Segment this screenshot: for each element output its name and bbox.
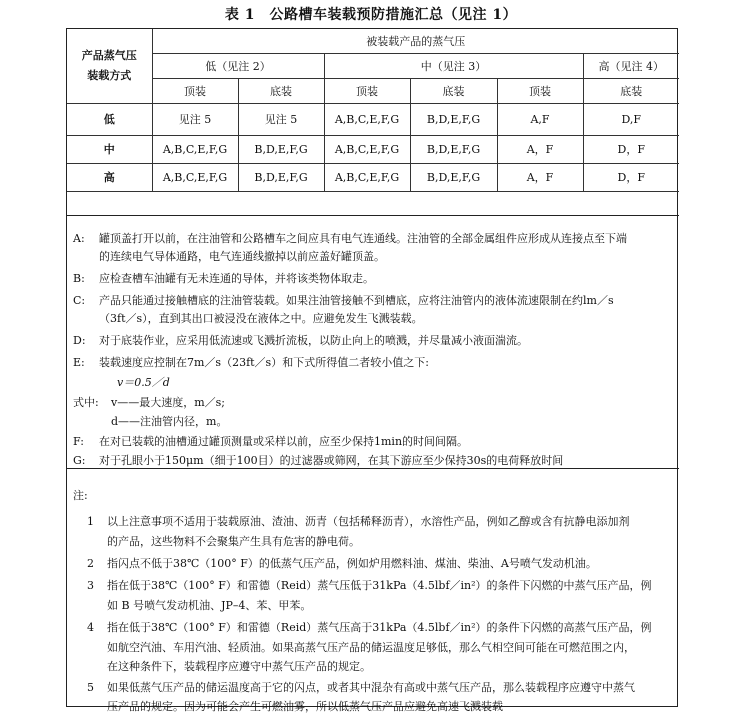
where-label: 式中: <box>73 396 99 409</box>
note-text: 以上注意事项不适用于装载原油、渣油、沥青（包括稀释沥青），水溶性产品，例如乙醇或含有抗静电添加剂 <box>107 515 630 528</box>
table-title: 表 1 公路槽车装载预防措施汇总（见注 1） <box>224 7 518 23</box>
table-cell: D，F <box>583 163 679 191</box>
row-header-line2: 装载方式 <box>87 68 132 82</box>
note-text-cont: 的产品，这些物料不会聚集产生具有危害的静电荷。 <box>107 535 360 548</box>
document-frame <box>66 28 678 713</box>
table-cell: D,F <box>583 103 679 135</box>
note-text: 指在低于38℃（100° F）和雷德（Reid）蒸气压低于31kPa（4.5lbf／in²）的条件下闪燃的中蒸气压产品，例 <box>107 579 652 592</box>
formula: v＝0.5／d <box>117 376 170 389</box>
table-row <box>67 163 679 191</box>
legend-key: A: <box>73 232 85 245</box>
v-definition: v——最大速度，m／s; <box>111 396 225 409</box>
legend-section <box>67 215 679 468</box>
legend-text: 对于孔眼小于150μm（细于100目）的过滤器或筛网，在其下游应至少保持30s的电荷释放时间 <box>99 454 564 467</box>
row-header-cell <box>67 29 152 103</box>
table-cell: B,D,E,F,G <box>410 163 497 191</box>
note-number: 5 <box>87 681 94 694</box>
legend-key: C: <box>73 294 86 307</box>
table-cell: A,B,C,E,F,G <box>324 135 410 163</box>
table-cell: B,D,E,F,G <box>238 163 324 191</box>
note-number: 4 <box>87 621 94 634</box>
row-label: 中 <box>67 135 152 163</box>
precautions-table <box>67 29 679 192</box>
group-header-low: 低（见注 2） <box>152 53 324 78</box>
top-header: 被装载产品的蒸气压 <box>152 29 679 53</box>
legend-text: 产品只能通过接触槽底的注油管装载。如果注油管接触不到槽底，应将注油管内的液体流速限制在约lm／s <box>99 294 614 307</box>
row-header-line1: 产品蒸气压 <box>81 48 137 62</box>
note-text-cont: 如 B 号喷气发动机油、JP–4、苯、甲苯。 <box>107 599 312 612</box>
table-cell: 见注 5 <box>238 103 324 135</box>
legend-text: 在对已装载的油槽通过罐顶测量或采样以前，应至少保持1min的时间间隔。 <box>99 435 469 448</box>
legend-key: E: <box>73 356 85 369</box>
note-number: 3 <box>87 579 94 592</box>
legend-key: G: <box>73 454 86 467</box>
legend-text: 罐顶盖打开以前，在注油管和公路槽车之间应具有电气连通线。注油管的全部金属组件应形成从连接点至下端 <box>99 232 627 245</box>
table-cell: A,B,C,E,F,G <box>324 163 410 191</box>
row-label: 低 <box>67 103 152 135</box>
table-cell: A,B,C,E,F,G <box>152 135 238 163</box>
legend-text-cont: （3ft／s），直到其出口被浸没在液体之中。应避免发生飞溅装载。 <box>99 312 423 325</box>
legend-key: D: <box>73 334 86 347</box>
subhead-cell: 底装 <box>410 78 497 103</box>
note-text: 指在低于38℃（100° F）和雷德（Reid）蒸气压高于31kPa（4.5lbf／in²）的条件下闪燃的高蒸气压产品，例 <box>107 621 652 634</box>
table-row <box>67 103 679 135</box>
legend-text-cont: 的连续电气导体通路，电气连通线撤掉以前应盖好罐顶盖。 <box>99 250 385 263</box>
table-cell: A,B,C,E,F,G <box>152 163 238 191</box>
note-text: 指闪点不低于38℃（100° F）的低蒸气压产品，例如炉用燃料油、煤油、柴油、A号喷气发动机油。 <box>107 557 597 570</box>
group-header-mid: 中（见注 3） <box>324 53 583 78</box>
table-cell: A，F <box>497 163 583 191</box>
row-label: 高 <box>67 163 152 191</box>
notes-heading: 注: <box>73 489 88 502</box>
subhead-cell: 顶装 <box>324 78 410 103</box>
subhead-cell: 顶装 <box>152 78 238 103</box>
note-text-cont: 如航空汽油、车用汽油、轻质油。如果高蒸气压产品的储运温度足够低，那么气相空间可能在可燃范围之内， <box>107 641 635 654</box>
legend-text: 应检查槽车油罐有无未连通的导体，并将该类物体取走。 <box>99 272 374 285</box>
legend-key: B: <box>73 272 85 285</box>
table-cell: D，F <box>583 135 679 163</box>
subhead-cell: 顶装 <box>497 78 583 103</box>
note-text-cont: 压产品的规定。因为可能会产生可燃油雾，所以低蒸气压产品应避免高速飞溅装载 <box>107 700 503 713</box>
table-cell: B,D,E,F,G <box>410 135 497 163</box>
subhead-cell: 底装 <box>238 78 324 103</box>
legend-key: F: <box>73 435 84 448</box>
d-definition: d——注油管内径，m。 <box>111 415 228 428</box>
note-number: 2 <box>87 557 94 570</box>
table-cell: A，F <box>497 135 583 163</box>
table-row <box>67 135 679 163</box>
notes-section <box>67 468 679 713</box>
note-number: 1 <box>87 515 94 528</box>
table-cell: 见注 5 <box>152 103 238 135</box>
table-cell: A,F <box>497 103 583 135</box>
legend-text: 装载速度应控制在7m／s（23ft／s）和下式所得值二者较小值之下: <box>99 356 429 369</box>
table-cell: B,D,E,F,G <box>238 135 324 163</box>
table-cell: A,B,C,E,F,G <box>324 103 410 135</box>
group-header-high: 高（见注 4） <box>583 53 679 78</box>
legend-text: 对于底装作业，应采用低流速或飞溅折流板，以防止向上的喷溅，并尽量减小液面湍流。 <box>99 334 528 347</box>
subhead-cell: 底装 <box>583 78 679 103</box>
note-text: 如果低蒸气压产品的储运温度高于它的闪点，或者其中混杂有高或中蒸气压产品，那么装载程序应遵守中蒸气 <box>107 681 635 694</box>
table-cell: B,D,E,F,G <box>410 103 497 135</box>
note-text-cont: 在这种条件下，装载程序应遵守中蒸气压产品的规定。 <box>107 660 371 673</box>
